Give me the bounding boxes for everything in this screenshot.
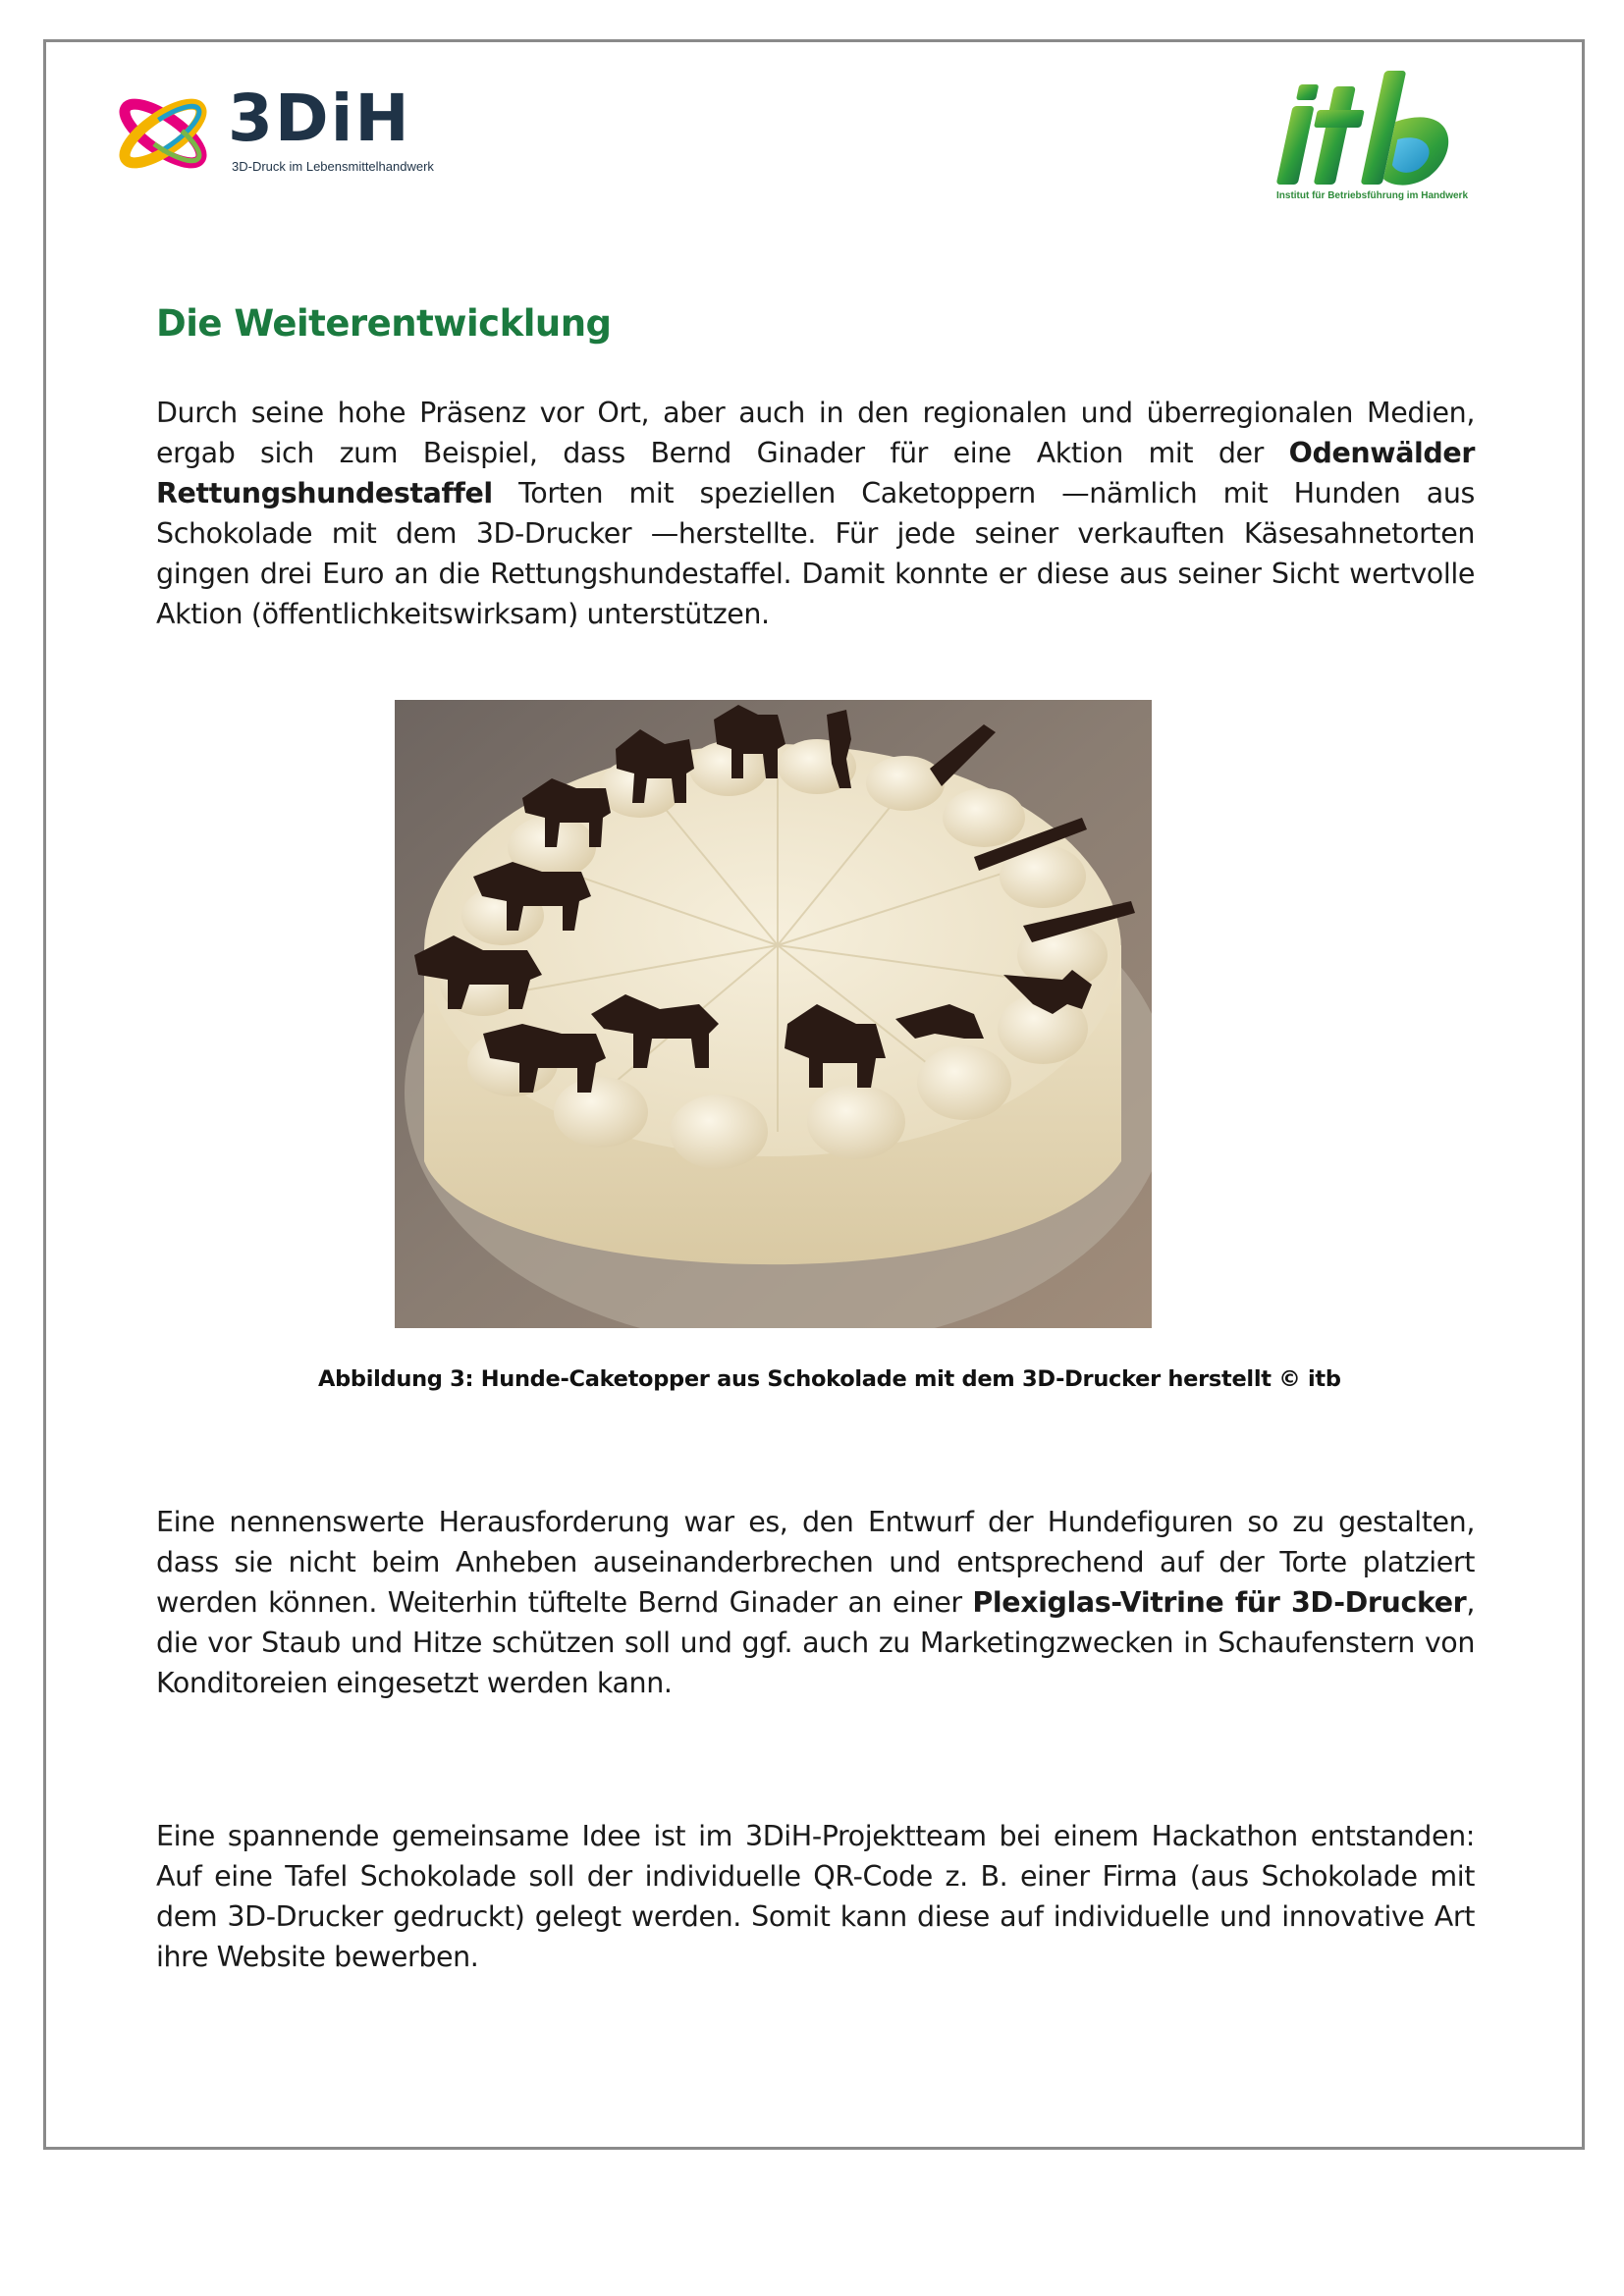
paragraph-1-bold: Odenwälder Rettungshundestaffel (156, 437, 1475, 509)
paragraph-1-text-a: Durch seine hohe Präsenz vor Ort, aber auch in den regionalen und überregionalen Medien, ergab sich zum Beispiel, dass Bernd Ginader für eine Aktion mit der (156, 397, 1475, 469)
paragraph-2-text-b: , die vor Staub und Hitze schützen soll und ggf. auch zu Marketingzwecken in Schaufenstern von Konditoreien eingesetzt werden kann. (156, 1586, 1475, 1699)
logo-itb-tagline: Institut für Betriebsführung im Handwerk (1276, 190, 1469, 201)
figure-caption: Abbildung 3: Hunde-Caketopper aus Schokolade mit dem 3D-Drucker herstellt © itb (318, 1366, 1341, 1392)
logo-3dih-tagline: 3D-Druck im Lebensmittelhandwerk (232, 159, 434, 174)
cake-photo-illustration (395, 700, 1152, 1328)
paragraph-1 (156, 393, 1475, 634)
itb-logo-icon (1267, 63, 1483, 190)
logo-itb (1267, 63, 1483, 210)
paragraph-2-bold: Plexiglas-Vitrine für 3D-Drucker (972, 1586, 1467, 1619)
logo-3dih-wordmark: 3DiH (228, 80, 411, 156)
cake-photo (395, 700, 1152, 1328)
paragraph-2-text-a: Eine nennenswerte Herausforderung war es, den Entwurf der Hundefiguren so zu gestalten, dass sie nicht beim Anheben auseinanderbrechen und entsprechend auf der Torte platziert werden können. Weiterhin tüftelte Bernd Ginader an einer (156, 1506, 1475, 1619)
paragraph-2 (156, 1502, 1475, 1703)
paragraph-3: Eine spannende gemeinsame Idee ist im 3DiH-Projektteam bei einem Hackathon entstanden: Auf eine Tafel Schokolade soll der individuelle QR-Code z. B. einer Firma (aus Schokolade mit dem 3D-Drucker gedruckt) gelegt werden. Somit kann diese auf individuelle und innovative Art ihre Website bewerben. (156, 1820, 1475, 1973)
3dih-logo-mark-icon (112, 84, 214, 183)
section-heading: Die Weiterentwicklung (156, 302, 612, 345)
paragraph-1-text-b: Torten mit speziellen Caketoppern —nämlich mit Hunden aus Schokolade mit dem 3D-Drucker —herstellte. Für jede seiner verkauften Käsesahnetorten gingen drei Euro an die Rettungshundestaffel. Damit konnte er diese aus seiner Sicht wertvolle Aktion (öffentlichkeitswirksam) unterstützen. (156, 477, 1475, 630)
logo-3dih (112, 80, 465, 183)
